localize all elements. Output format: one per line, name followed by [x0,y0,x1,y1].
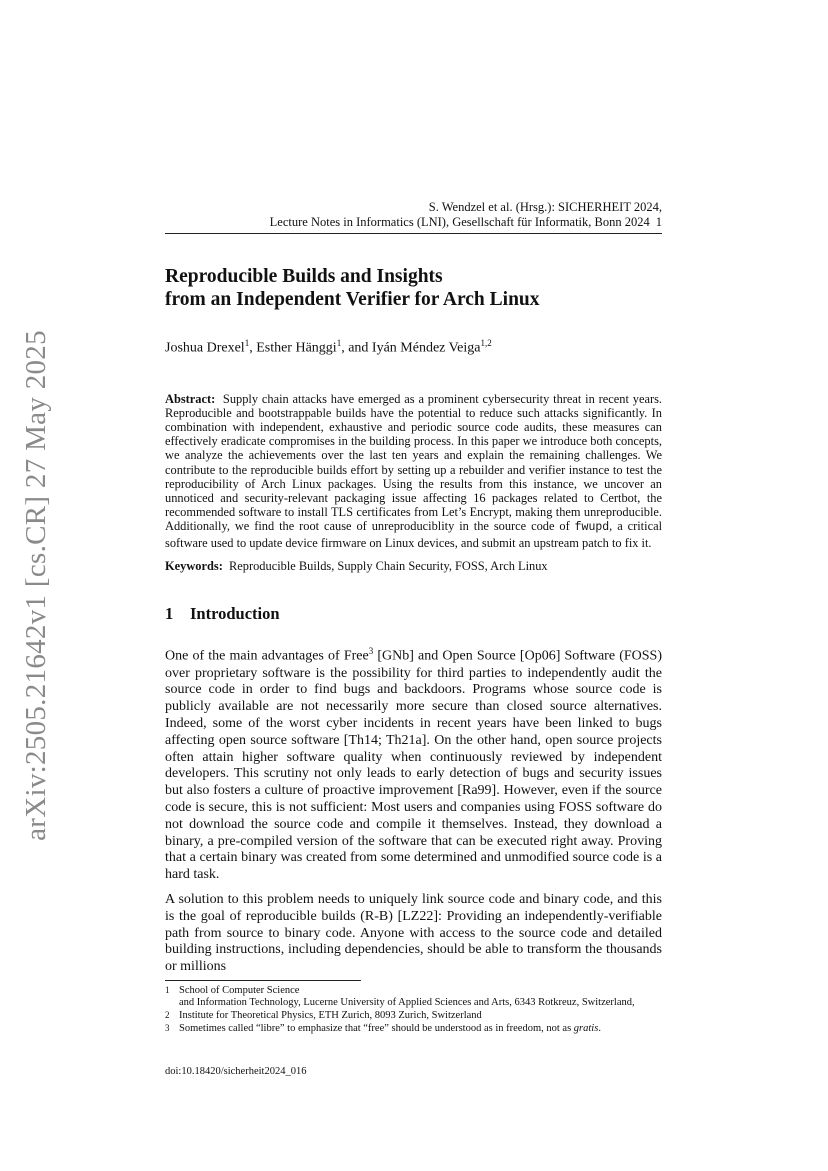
footnote-1 [165,985,662,1010]
intro-p1-rest: [GNb] and Open Source [Op06] Software (FOSS) over proprietary software is the possibility for third parties to independently audit the source code in order to find bugs and backdoors. Programs whose source code is publicly available are not necessarily more secure than closed source alternatives. Indeed, some of the worst cyber incidents in recent years have been linked to bugs affecting open source software [Th14; Th21a]. On the other hand, open source projects often attain higher software quality when continuously reviewed by independent developers. This scrutiny not only leads to early detection of bugs and security issues but also fosters a culture of proactive improvement [Ra99]. However, even if the source code is secure, this is not sufficient: Most users and companies using FOSS software do not download the source code and compile it themselves. Instead, they download a binary, a pre-compiled version of the software that can be executed right away. Proving that a certain binary was created from some determined and unmodified source code is a hard task. [165,648,662,883]
keywords [165,559,662,573]
author-affiliation-mark: 1 [336,338,342,348]
abstract-code-fwupd: fwupd [574,521,610,535]
section-title: Introduction [190,604,280,624]
intro-paragraph-2: A solution to this problem needs to uniquely link source code and binary code, and this is the goal of reproducible builds (R-B) [LZ22]: Providing an independently-verifiable path from source to binary code. Anyone with access to the source code and detailed building instructions, including dependencies, should be able to transform the thousands or millions [165,891,662,975]
footnote-3-end: . [598,1022,601,1034]
author-name: Iyán Méndez Veiga [371,340,481,356]
footnote-mark: 1 [165,984,170,995]
running-head-line2 [165,215,662,230]
footnote-2-text: Institute for Theoretical Physics, ETH Zurich, 8093 Zurich, Switzerland [179,1010,482,1022]
abstract-text: Supply chain attacks have emerged as a prominent cybersecurity threat in recent years. Reproducible and bootstrappable builds have the potential to reduce such attacks significantly. In combination with independent, exhaustive and periodic source code audits, these measures can effectively eradicate compromises in the building process. In this paper we introduce both concepts, we analyze the achievements over the last ten years and explain the remaining challenges. We contribute to the reproducible builds effort by setting up a rebuilder and verifier instance to test the reproducibility of Arch Linux packages. Using the results from this instance, we uncover an unnoticed and security-relevant packaging issue affecting 16 packages related to Certbot, the recommended software to install TLS certificates from Let’s Encrypt, making them unreproducible. Additionally, we find the root cause of unreproduciblity in the source code of [165,391,662,534]
footnote-1-line1: School of Computer Science [179,984,300,996]
footnote-mark: 2 [165,1010,170,1021]
intro-p1-start: One of the main advantages of Free [165,648,369,664]
abstract-label: Abstract: [165,391,216,406]
footnote-3-italic: gratis [573,1022,599,1034]
footnote-1-line2: and Information Technology, Lucerne University of Applied Sciences and Arts, 6343 Rotkreuz, Switzerland, [179,997,635,1009]
footnote-2 [165,1010,662,1023]
author-separator: , [249,340,257,356]
footnote-text [179,985,662,1010]
author-list [165,334,662,358]
author-affiliation-mark: 1 [244,338,250,348]
abstract-text-end: , a critical software used to update device firmware on Linux devices, and submit an upstream patch to fix it. [165,519,663,550]
footnote-text [179,1023,662,1036]
section-heading [165,604,662,624]
intro-paragraph-1 [165,643,662,884]
arxiv-side-stamp [16,300,56,870]
introduction-body [165,643,662,976]
abstract [165,392,662,550]
paper-page [165,200,662,1078]
title-line-1: Reproducible Builds and Insights [165,266,443,287]
paper-title [165,265,662,311]
running-head [165,200,662,234]
footnote-mark: 3 [165,1022,170,1033]
footnote-rule [165,980,361,981]
footnote-ref-3: 3 [368,646,374,657]
footnote-3 [165,1023,662,1036]
footnote-3-text: Sometimes called “libre” to emphasize that “free” should be understood as in freedom, not as [179,1022,574,1034]
keywords-text: Reproducible Builds, Supply Chain Security, FOSS, Arch Linux [229,558,548,573]
doi[interactable]: doi:10.18420/sicherheit2024_016 [165,1066,307,1078]
page-number: 1 [655,215,662,229]
author-name: Esther Hänggi [256,340,337,356]
author-separator: , and [341,340,372,356]
arxiv-identifier: arXiv:2505.21642v1 [cs.CR] 27 May 2025 [19,329,52,841]
running-head-venue: Lecture Notes in Informatics (LNI), Gesellschaft für Informatik, Bonn 2024 [269,215,650,229]
title-line-2: from an Independent Verifier for Arch Linux [165,289,540,310]
footnotes [165,985,662,1035]
author-name: Joshua Drexel [165,340,245,356]
section-number: 1 [165,604,174,624]
author-affiliation-mark: 1,2 [480,338,492,348]
running-head-line1: S. Wendzel et al. (Hrsg.): SICHERHEIT 2024, [428,200,662,214]
keywords-label: Keywords: [165,558,223,573]
